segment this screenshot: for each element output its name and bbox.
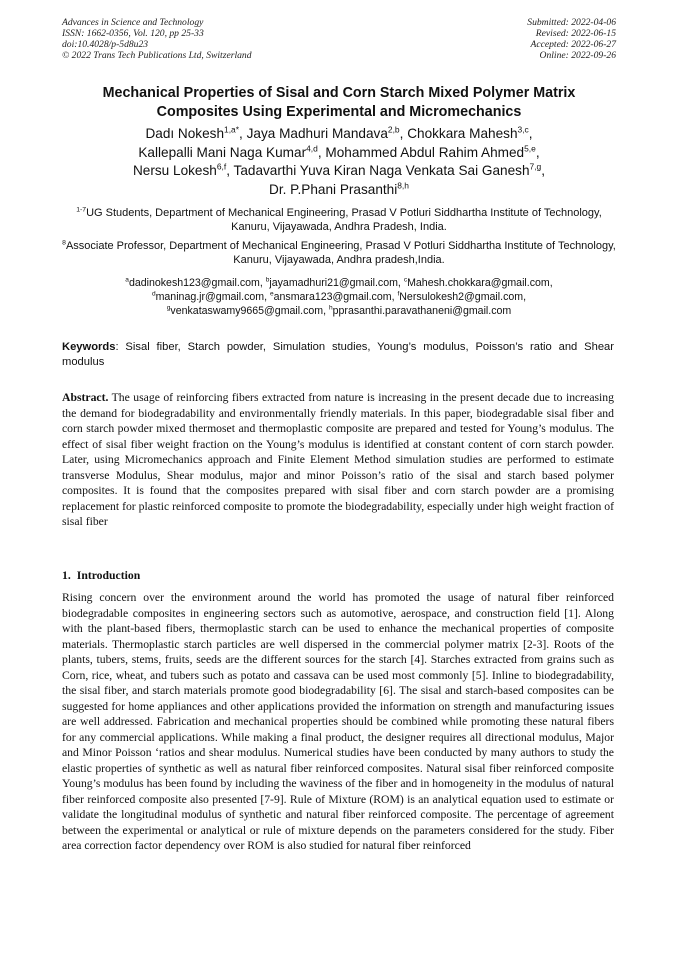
journal-copyright: © 2022 Trans Tech Publications Ltd, Switzerland: [62, 50, 252, 61]
email: $^e$ansmara123@gmail.com,: [269, 290, 398, 303]
email-list: [62, 277, 616, 318]
section-title: Introduction: [76, 569, 141, 582]
introduction-paragraph: Rising concern over the environment around the world has promoted the usage of natural fiber reinforced biodegradable composites in engineering sectors such as automotive, aerospace, and construction field [1]. Along with the plant-based fibers, thermoplastic starch can be used to enhance the mechanical properties of composite materials. Thermoplastic starch particles are well dispersed in the commercial polymer matrix [2-3]. Roots of the plants, tubers, stems, fruits, seeds are the different sources for the starch [4]. Starches extracted from grains such as Corn, rice, wheat, and tubers such as potato and cassava can be used most commonly [5]. Inline to biodegradability, the sisal fiber, and starch materials promote good biodegradability [6]. The sisal and starch-based composites can be suggested for home appliances and other applications provided the information on strength and manufacturing issues are well addressed. Fabrication and mechanical properties should be combined while promoting these natural fibers for any commercial applications. While making a final product, the designer requires all directional modulus, Major and Minor Poisson ‘ratios and shear modulus. Numerical studies have been conducted by many authors to study the elastic properties of synthetic as well as natural fiber reinforced composites. Natural sisal fiber reinforced composite Young’s modulus has been found by including the waviness of the fiber and in homogeneity in the modulus of natural fiber reinforced composite also presented [7-9]. Rule of Mixture (ROM) is an analytical equation used to estimate or validate the longitudinal modulus of synthetic and natural fiber reinforced composite. The percentage of agreement between the experimental or analytical or rule of mixture depends on the parameters considered for the study. Fiber area correction factor dependency over ROM is also studied for natural fiber reinforced: [62, 591, 614, 852]
section-number: 1.: [62, 569, 71, 582]
email: $^b$jayamadhuri21@gmail.com,: [265, 276, 404, 289]
publication-dates: [527, 17, 616, 61]
author: Dadı Nokesh$^{1,a*}$,: [145, 124, 247, 141]
abstract-label: Abstract.: [62, 391, 109, 404]
keywords: [62, 340, 614, 369]
author: Kallepalli Mani Naga Kumar$^{4,d}$,: [138, 142, 326, 160]
author: Nersu Lokesh$^{6,f}$,: [132, 161, 234, 178]
abstract-text: The usage of reinforcing fibers extracted from nature is increasing in the present decade due to increasing the demand for biodegradability and environmentally friendly materials. In this paper, biodegradable sisal fiber and corn starch powder mixed thermoset and thermoplastic composite are prepared and tested for Young’s modulus. The effect of sisal fiber weight fraction on the Young’s modulus is identified at constant content of corn starch powder. Later, using Micromechanics approach and Finite Element Method simulation studies are performed to estimate transverse Modulus, Shear modulus, major and minor Poisson’s ratio of the sisal and starch based polymer composites. It is found that the composites prepared with sisal fiber and corn starch powder are a promising replacement for plastic reinforced composite to promote the biodegradability, especially under high weight fraction of sisal fiber: [62, 391, 614, 528]
affiliation-professor: $^8$Associate Professor, Department of Mechanical Engineering, Prasad V Potluri Siddhartha Institute of Technology, Kanuru, Vijayawada, Andhra pradesh,India.: [62, 239, 616, 266]
keywords-label: Keywords: [62, 341, 116, 353]
email: $^a$dadinokesh123@gmail.com,: [125, 276, 266, 289]
author: Jaya Madhuri Mandava$^{2,b}$,: [246, 124, 408, 141]
author: Tadavarthi Yuva Kiran Naga Venkata Sai Ganesh$^{7,g}$,: [233, 161, 546, 178]
date-revised: Revised: 2022-06-15: [535, 28, 616, 39]
journal-info: [62, 17, 252, 61]
abstract: [62, 390, 614, 530]
date-submitted: Submitted: 2022-04-06: [527, 17, 616, 28]
journal-issn: ISSN: 1662-0356, Vol. 120, pp 25-33: [62, 28, 204, 39]
author: Mohammed Abdul Rahim Ahmed$^{5,e}$,: [325, 142, 540, 160]
title-line-2: Composites Using Experimental and Micromechanics: [156, 104, 522, 120]
affiliation-students: $^{1-7}$UG Students, Department of Mechanical Engineering, Prasad V Potluri Siddhartha Institute of Technology, Kanuru, Vijayawada, Andhra Pradesh, India.: [76, 206, 602, 233]
paper-title: [62, 84, 616, 122]
email: $^c$Mahesh.chokkara@gmail.com,: [403, 276, 553, 289]
keywords-text: : Sisal fiber, Starch powder, Simulation studies, Young’s modulus, Poisson’s ratio and Shear modulus: [62, 341, 614, 368]
date-accepted: Accepted: 2022-06-27: [530, 39, 616, 50]
author: Chokkara Mahesh$^{3,c}$,: [407, 124, 533, 141]
email: $^f$Nersulokesh2@gmail.com,: [397, 290, 527, 303]
title-line-1: Mechanical Properties of Sisal and Corn Starch Mixed Polymer Matrix: [102, 85, 576, 101]
email: $^h$pprasanthi.paravathaneni@gmail.com: [328, 304, 512, 317]
email: $^d$maninag.jr@gmail.com,: [151, 290, 270, 303]
date-online: Online: 2022-09-26: [539, 50, 616, 61]
journal-name: Advances in Science and Technology: [62, 17, 204, 28]
author-list: [62, 125, 616, 199]
section-heading-introduction: [62, 568, 140, 583]
author: Dr. P.Phani Prasanthi$^{8,h}$: [269, 179, 409, 197]
email: $^g$venkataswamy9665@gmail.com,: [166, 304, 329, 317]
journal-doi: doi:10.4028/p-5d8u23: [62, 39, 149, 50]
